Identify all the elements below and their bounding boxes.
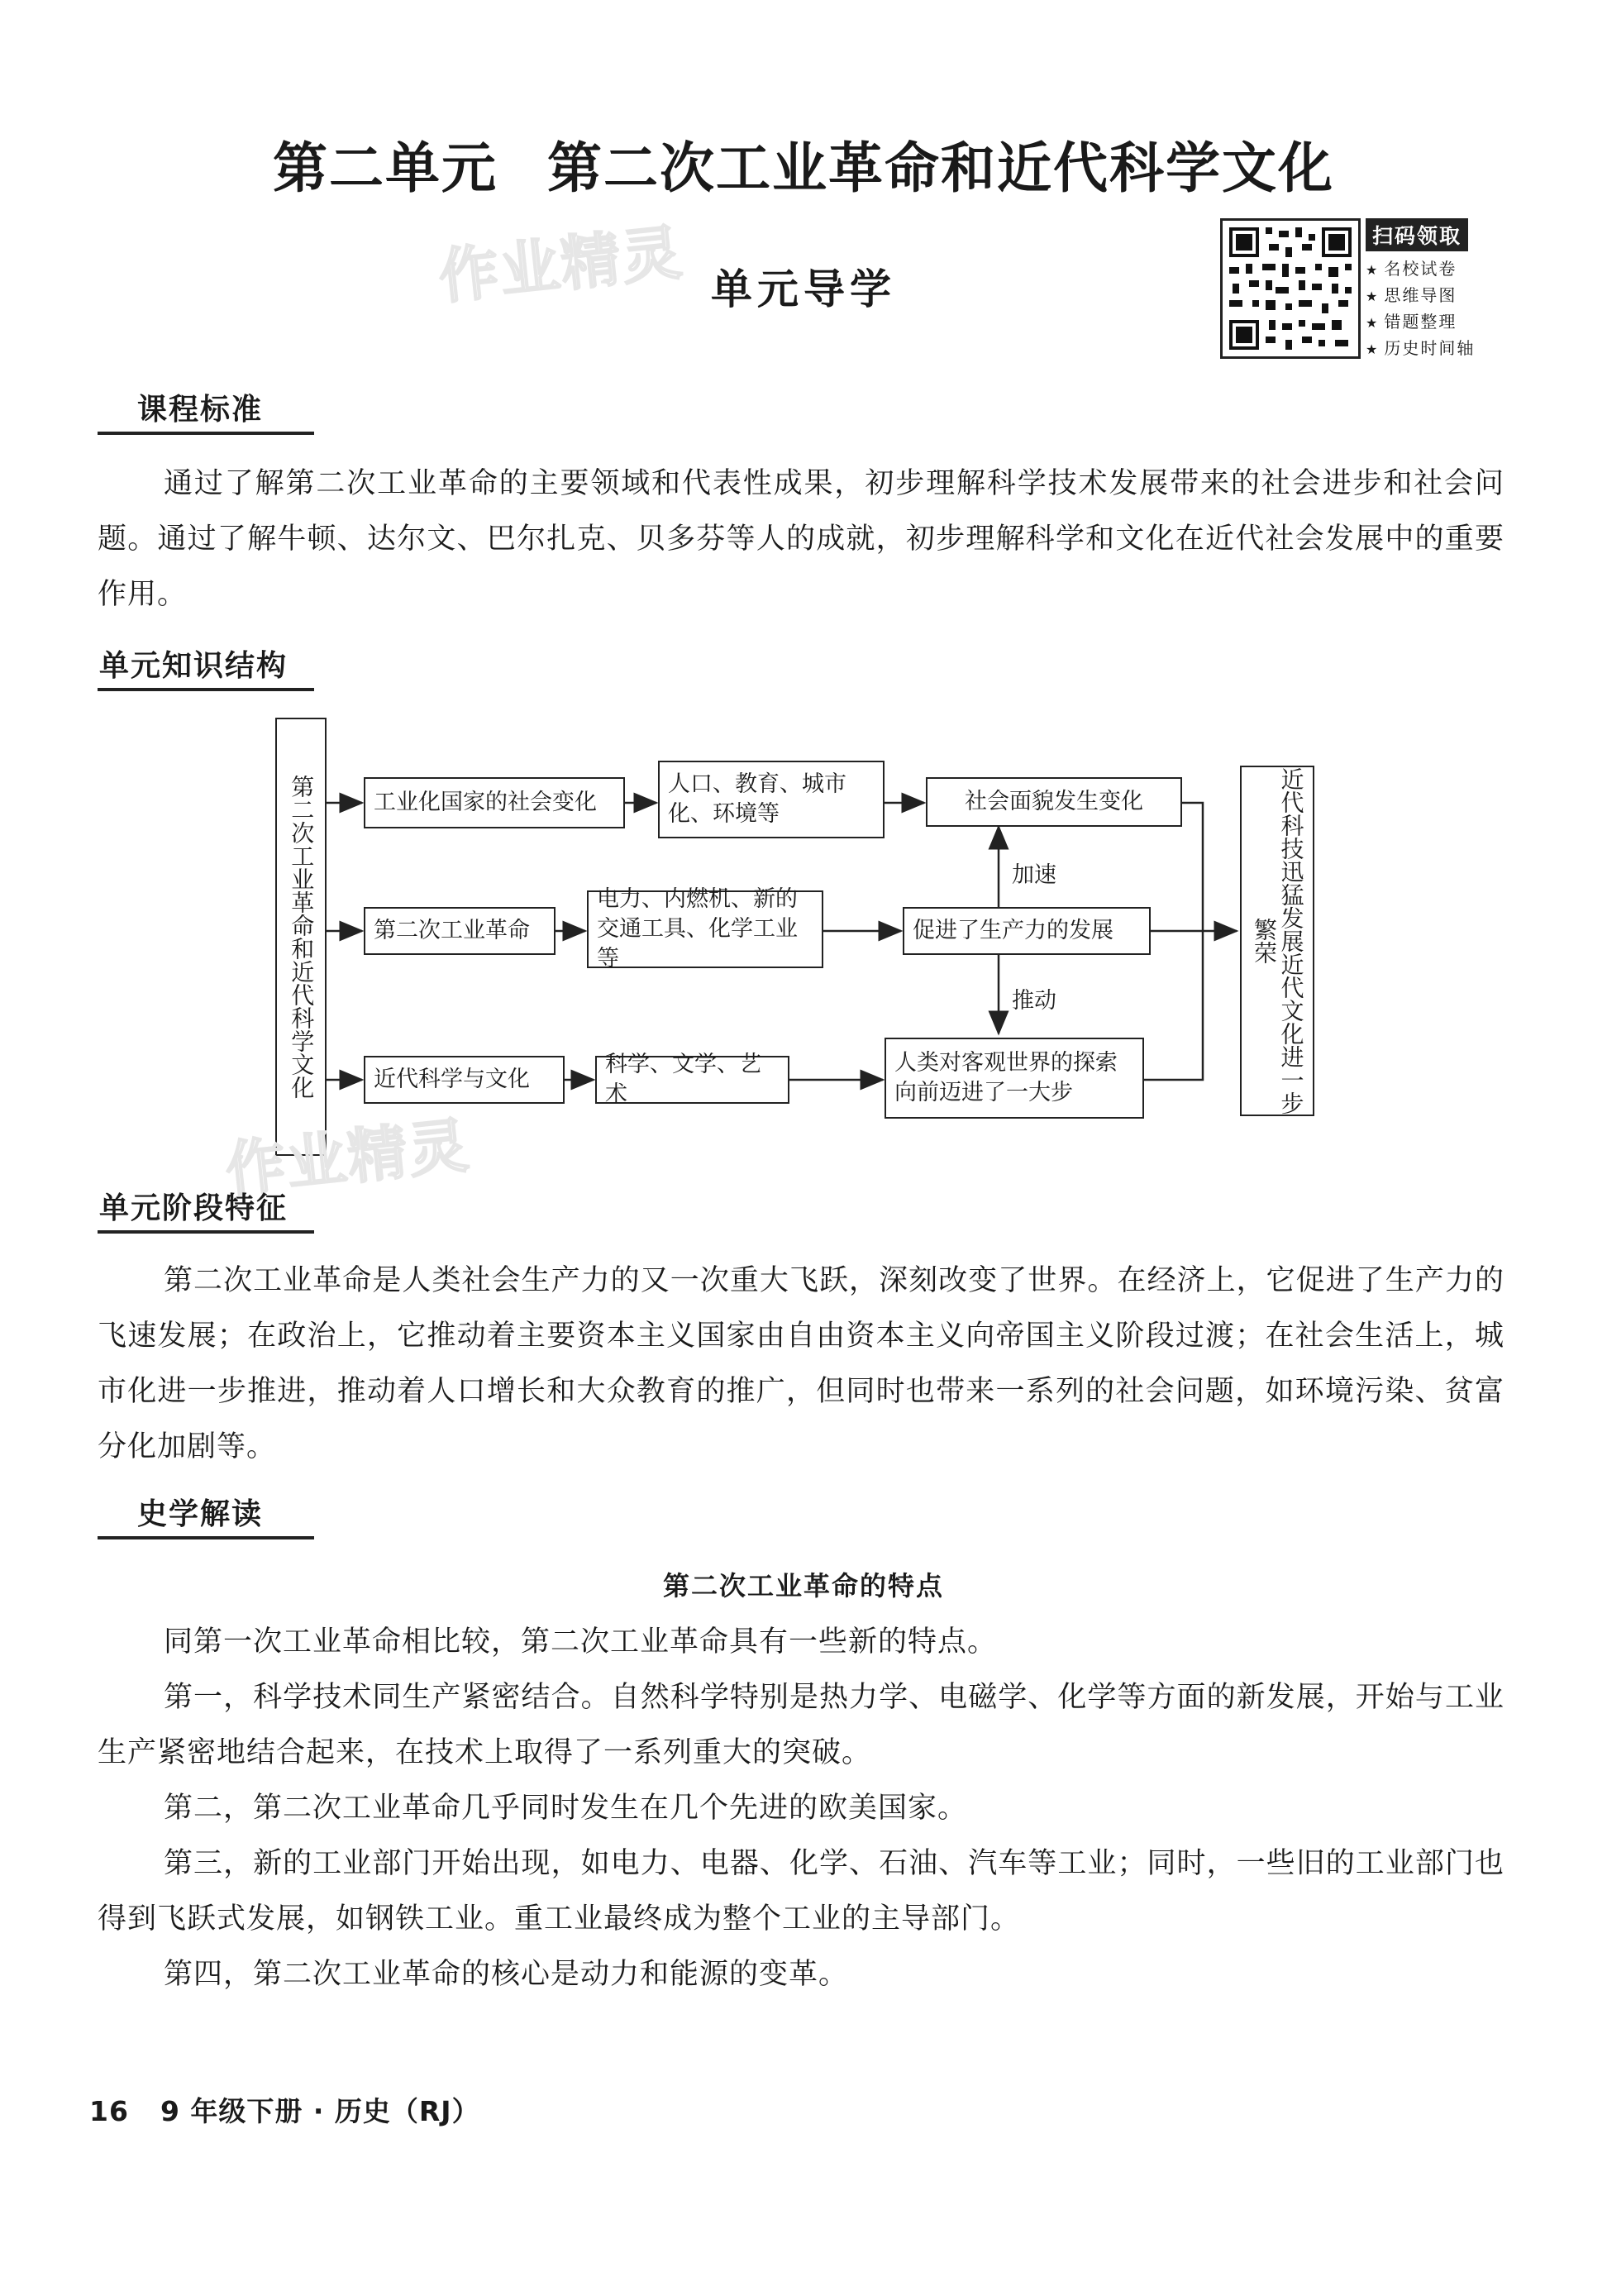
unit-title xyxy=(0,124,1607,203)
unit-label: 第二单元 xyxy=(273,136,498,200)
qr-item: ★ 历史时间轴 xyxy=(1366,338,1476,358)
diagram-topic-3: 近代科学与文化 xyxy=(364,1056,565,1104)
star-icon: ★ xyxy=(1366,262,1380,278)
diagram-conclusion-box: 近代科技迅猛发展近代文化进一步繁荣 xyxy=(1240,766,1314,1116)
interpretation-body xyxy=(98,1615,1504,2002)
diagram-detail-1: 人口、教育、城市化、环境等 xyxy=(658,761,885,838)
qr-badge: 扫码领取 xyxy=(1366,218,1468,251)
interpretation-paragraph: 第三，新的工业部门开始出现，如电力、电器、化学、石油、汽车等工业；同时，一些旧的工业部门也得到飞跃式发展，如钢铁工业。重工业最终成为整个工业的主导部门。 xyxy=(98,1847,1504,1936)
diagram-accelerate-label: 加速 xyxy=(1012,862,1056,888)
diagram-detail-3: 科学、文学、艺术 xyxy=(595,1056,789,1104)
diagram-detail-2: 电力、内燃机、新的交通工具、化学工业等 xyxy=(587,890,823,968)
section-heading-structure: 单元知识结构 xyxy=(98,642,314,691)
guide-title: 单元导学 xyxy=(711,265,896,313)
section-heading-interpretation: 史学解读 xyxy=(98,1490,314,1539)
unit-name: 第二次工业革命和近代科学文化 xyxy=(547,136,1334,200)
diagram-result-1: 社会面貌发生变化 xyxy=(926,777,1182,827)
diagram-result-2: 促进了生产力的发展 xyxy=(903,907,1151,955)
star-icon: ★ xyxy=(1366,289,1380,304)
interpretation-subtitle: 第二次工业革命的特点 xyxy=(662,1570,944,1601)
diagram-topic-2: 第二次工业革命 xyxy=(364,907,556,955)
page-number: 16 xyxy=(89,2095,129,2127)
qr-item: ★ 思维导图 xyxy=(1366,285,1457,305)
star-icon: ★ xyxy=(1366,315,1380,331)
star-icon: ★ xyxy=(1366,341,1380,357)
section-heading-features: 单元阶段特征 xyxy=(98,1184,314,1234)
page-footer xyxy=(89,2090,480,2129)
interpretation-paragraph: 同第一次工业革命相比较，第二次工业革命具有一些新的特点。 xyxy=(164,1625,998,1659)
qr-item: ★ 错题整理 xyxy=(1366,312,1457,332)
watermark-top: 作业精灵 xyxy=(436,217,687,313)
diagram-root-box: 第二次工业革命和近代科学文化 xyxy=(275,718,327,1156)
interpretation-paragraph: 第二，第二次工业革命几乎同时发生在几个先进的欧美国家。 xyxy=(164,1792,968,1825)
section-heading-standard: 课程标准 xyxy=(98,385,314,435)
book-label: 9 年级下册 · 历史（RJ） xyxy=(160,2095,480,2127)
diagram-result-3: 人类对客观世界的探索向前迈进了一大步 xyxy=(885,1038,1144,1119)
standard-text: 通过了解第二次工业革命的主要领域和代表性成果，初步理解科学技术发展带来的社会进步和社会问题。通过了解牛顿、达尔文、巴尔扎克、贝多芬等人的成就，初步理解科学和文化在近代社会发展中的重要作用。 xyxy=(98,467,1504,611)
interpretation-paragraph: 第四，第二次工业革命的核心是动力和能源的变革。 xyxy=(164,1958,849,1991)
qr-item: ★ 名校试卷 xyxy=(1366,259,1457,279)
qr-side-panel xyxy=(1366,218,1514,362)
qr-code[interactable] xyxy=(1220,218,1361,359)
diagram-push-label: 推动 xyxy=(1012,988,1056,1014)
features-text: 第二次工业革命是人类社会生产力的又一次重大飞跃，深刻改变了世界。在经济上，它促进了生产力的飞速发展；在政治上，它推动着主要资本主义国家由自由资本主义向帝国主义阶段过渡；在社会生活上，城市化进一步推进，推动着人口增长和大众教育的推广，但同时也带来一系列的社会问题，如环境污染、贫富分化加剧等。 xyxy=(98,1264,1504,1463)
watermark-middle: 作业精灵 xyxy=(222,1110,474,1205)
diagram-topic-1: 工业化国家的社会变化 xyxy=(364,777,625,828)
interpretation-paragraph: 第一，科学技术同生产紧密结合。自然科学特别是热力学、电磁学、化学等方面的新发展，开始与工业生产紧密地结合起来，在技术上取得了一系列重大的突破。 xyxy=(98,1681,1504,1769)
qr-code-icon xyxy=(1223,221,1358,356)
